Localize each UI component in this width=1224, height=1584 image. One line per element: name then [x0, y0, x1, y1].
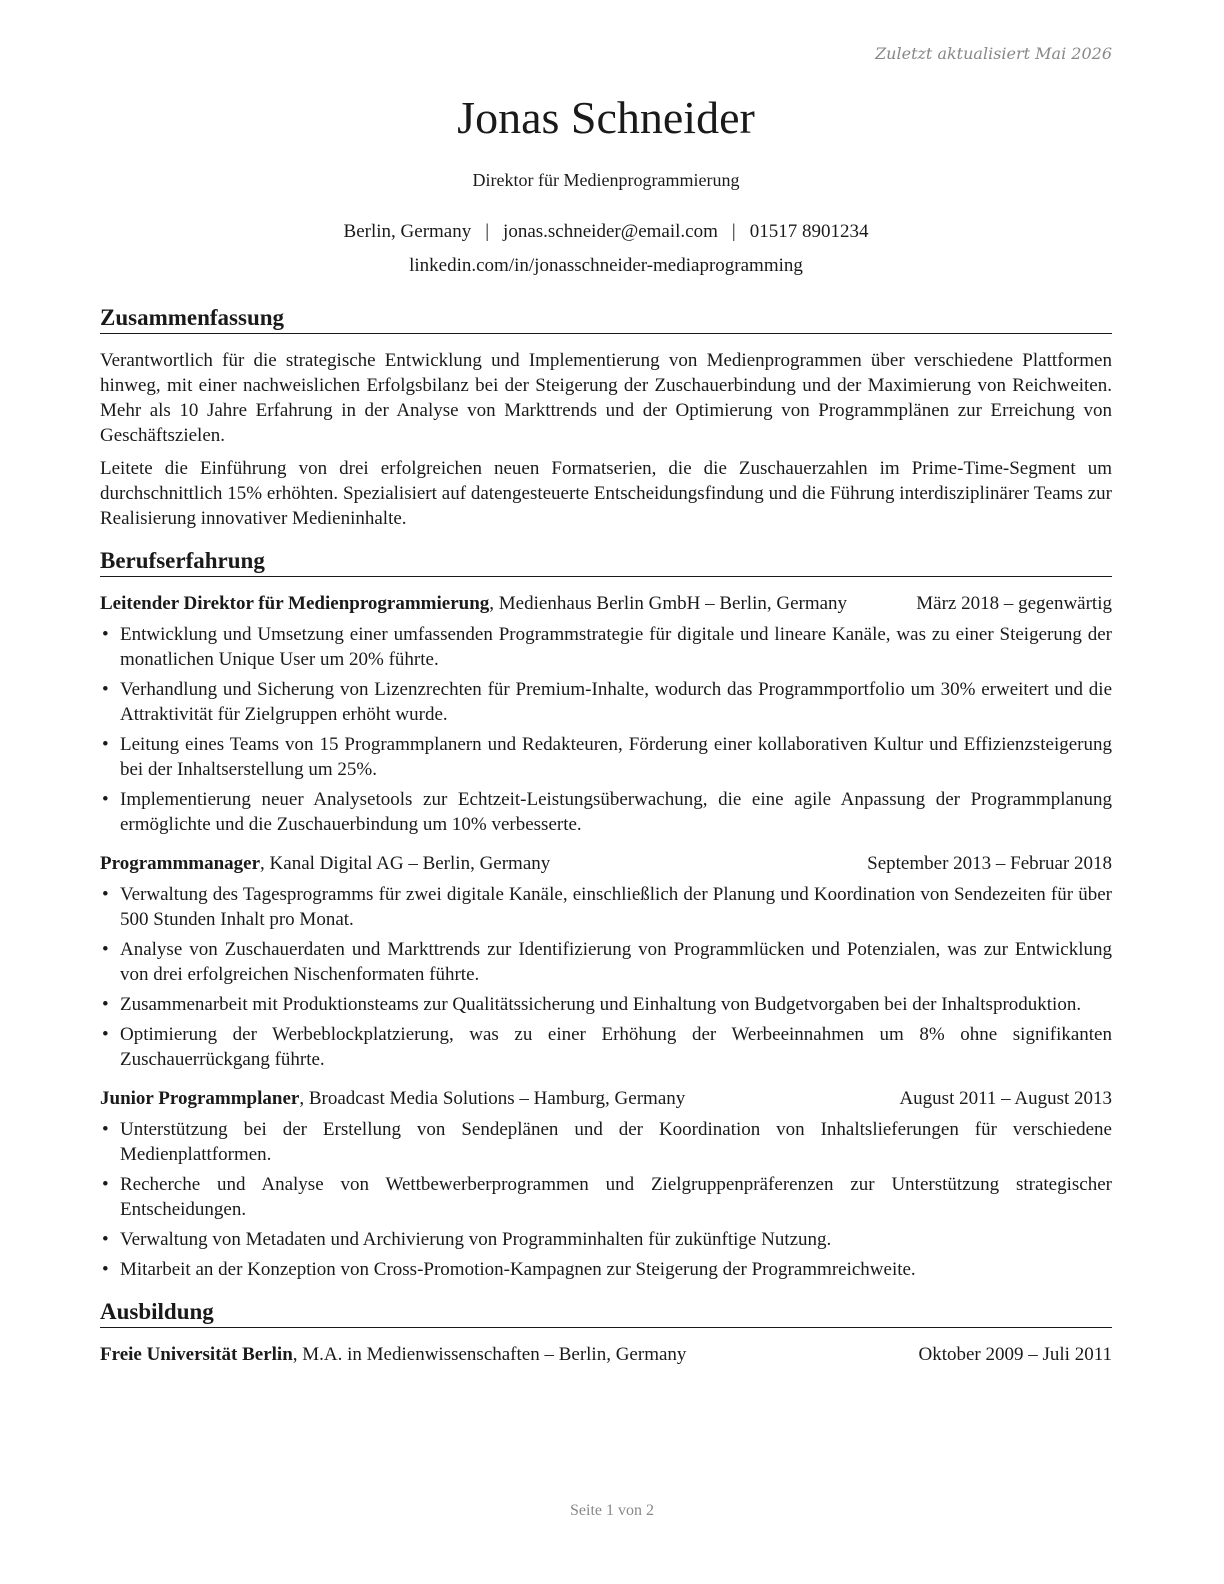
education-entry: [100, 1342, 1112, 1367]
list-item: • Recherche und Analyse von Wettbewerberprogrammen und Zielgruppenpräferenzen zur Unterstützung strategischer Entscheidungen.: [100, 1172, 1112, 1222]
candidate-name: Jonas Schneider: [457, 92, 755, 143]
job-title-line: [100, 851, 851, 876]
job-entry: [100, 1086, 1112, 1282]
job-dates: März 2018 – gegenwärtig: [916, 593, 1112, 614]
education-school: Freie Universität Berlin: [100, 1344, 293, 1365]
last-updated: Zuletzt aktualisiert Mai 2026: [875, 44, 1112, 63]
job-org: , Medienhaus Berlin GmbH – Berlin, Germany: [489, 593, 848, 614]
list-item: • Analyse von Zuschauerdaten und Markttrends zur Identifizierung von Programmlücken und Potenzialen, was zur Entwicklung von drei erfolgreichen Nischenformaten führte.: [100, 937, 1112, 987]
list-item: • Zusammenarbeit mit Produktionsteams zur Qualitätssicherung und Einhaltung von Budgetvorgaben bei der Inhaltsproduktion.: [100, 992, 1112, 1017]
summary-paragraph: Verantwortlich für die strategische Entwicklung und Implementierung von Medienprogrammen über verschiedene Plattformen hinweg, mit einer nachweislichen Erfolgsbilanz bei der Steigerung der Zuschauerbindung und der Maximierung von Reichweiten. Mehr als 10 Jahre Erfahrung in der Analyse von Markttrends und der Optimierung von Programmplänen zur Erreichung von Geschäftszielen.: [100, 350, 1112, 446]
education-dates: Oktober 2009 – Juli 2011: [918, 1344, 1112, 1365]
contact-location: Berlin, Germany: [343, 221, 472, 242]
list-item: • Mitarbeit an der Konzeption von Cross-Promotion-Kampagnen zur Steigerung der Programmreichweite.: [100, 1257, 1112, 1282]
job-entry: [100, 851, 1112, 1072]
job-header: [100, 851, 1112, 876]
job-bullets: [100, 1117, 1112, 1282]
experience-section: [100, 547, 1112, 1282]
job-org: , Kanal Digital AG – Berlin, Germany: [260, 853, 551, 874]
list-item: • Implementierung neuer Analysetools zur Echtzeit-Leistungsüberwachung, die eine agile Anpassung der Programmplanung ermöglichte und die Zuschauerbindung um 10% verbesserte.: [100, 787, 1112, 837]
list-item: • Unterstützung bei der Erstellung von Sendeplänen und der Koordination von Inhaltslieferungen für verschiedene Medienplattformen.: [100, 1117, 1112, 1167]
job-bullets: [100, 882, 1112, 1072]
list-item: • Verwaltung des Tagesprogramms für zwei digitale Kanäle, einschließlich der Planung und Koordination von Sendezeiten für über 500 Stunden Inhalt pro Monat.: [100, 882, 1112, 932]
education-degree: , M.A. in Medienwissenschaften – Berlin, Germany: [292, 1344, 687, 1365]
education-section: [100, 1298, 1112, 1367]
contact-email[interactable]: jonas.schneider@email.com: [503, 221, 718, 242]
section-heading: Ausbildung: [100, 1298, 1112, 1328]
contact-line: [100, 219, 1112, 245]
job-title-line: [100, 591, 900, 616]
job-role: Programmmanager: [100, 853, 261, 874]
job-role: Junior Programmplaner: [100, 1088, 300, 1109]
job-dates: September 2013 – Februar 2018: [867, 853, 1112, 874]
job-title-line: [100, 1086, 883, 1111]
summary-paragraph: Leitete die Einführung von drei erfolgreichen neuen Formatserien, die die Zuschauerzahlen im Prime-Time-Segment um durchschnittlich 15% erhöhten. Spezialisiert auf datengesteuerte Entscheidungsfindung und die Führung interdisziplinärer Teams zur Realisierung innovativer Medieninhalte.: [100, 458, 1112, 529]
job-header: [100, 1086, 1112, 1111]
job-entry: [100, 591, 1112, 837]
contact-phone: 01517 8901234: [749, 221, 869, 242]
summary-section: [100, 304, 1112, 531]
job-role: Leitender Direktor für Medienprogrammierung: [100, 593, 490, 614]
job-bullets: [100, 622, 1112, 837]
job-org: , Broadcast Media Solutions – Hamburg, Germany: [299, 1088, 686, 1109]
list-item: • Verhandlung und Sicherung von Lizenzrechten für Premium-Inhalte, wodurch das Programmportfolio um 30% erweitert und die Attraktivität für Zielgruppen erhöht wurde.: [100, 677, 1112, 727]
list-item: • Entwicklung und Umsetzung einer umfassenden Programmstrategie für digitale und lineare Kanäle, was zu einer Steigerung der monatlichen Unique User um 20% führte.: [100, 622, 1112, 672]
contact-separator: |: [731, 221, 736, 242]
list-item: • Verwaltung von Metadaten und Archivierung von Programminhalten für zukünftige Nutzung.: [100, 1227, 1112, 1252]
education-line: [100, 1342, 902, 1367]
section-heading: Berufserfahrung: [100, 547, 1112, 577]
contact-separator: |: [485, 221, 490, 242]
page-number: Seite 1 von 2: [570, 1502, 654, 1519]
list-item: • Leitung eines Teams von 15 Programmplanern und Redakteuren, Förderung einer kollaborativen Kultur und Effizienzsteigerung bei der Inhaltserstellung um 25%.: [100, 732, 1112, 782]
candidate-title: Direktor für Medienprogrammierung: [472, 170, 740, 190]
resume-body: [100, 304, 1112, 1383]
contact-linkedin[interactable]: linkedin.com/in/jonasschneider-mediaprogramming: [409, 255, 803, 276]
list-item: • Optimierung der Werbeblockplatzierung, was zu einer Erhöhung der Werbeeinnahmen um 8% ohne signifikanten Zuschauerrückgang führte.: [100, 1022, 1112, 1072]
section-heading: Zusammenfassung: [100, 304, 1112, 334]
job-dates: August 2011 – August 2013: [899, 1088, 1112, 1109]
job-header: [100, 591, 1112, 616]
